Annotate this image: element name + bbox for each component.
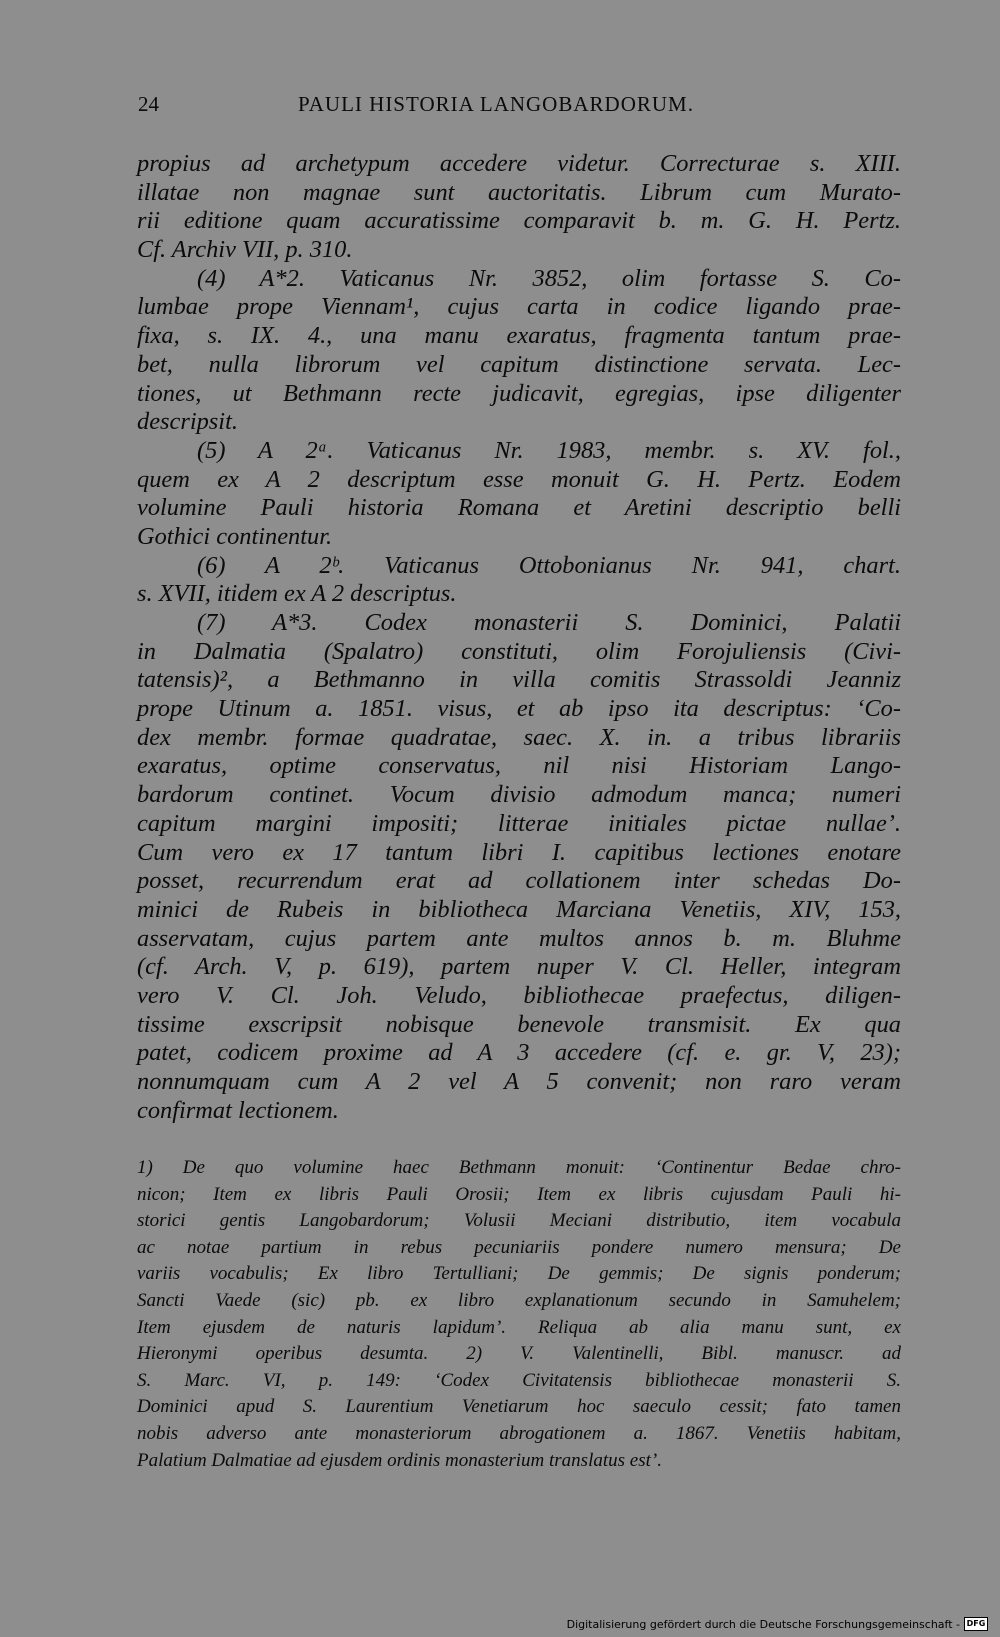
footnotes bbox=[137, 1155, 901, 1474]
footnote-line: nicon; Item ex libris Pauli Orosii; Item ex libris cujusdam Pauli hi- bbox=[137, 1183, 901, 1205]
text-line: Gothici continentur. bbox=[137, 522, 333, 550]
footnote-line: 1) De quo volumine haec Bethmann monuit: ‘Continentur Bedae chro- bbox=[137, 1157, 901, 1178]
text-line: in Dalmatia (Spalatro) constituti, olim Forojuliensis (Civi- bbox=[137, 637, 901, 665]
text-line: bardorum continet. Vocum divisio admodum manca; numeri bbox=[137, 781, 901, 809]
text-line: descripsit. bbox=[137, 408, 238, 436]
text-line: bet, nulla librorum vel capitum distinctione servata. Lec- bbox=[137, 350, 901, 378]
digitization-credit bbox=[567, 1617, 988, 1631]
text-line: (6) A 2ᵇ. Vaticanus Ottobonianus Nr. 941, chart. bbox=[197, 551, 901, 579]
text-line: asservatam, cujus partem ante multos annos b. m. Bluhme bbox=[137, 924, 901, 952]
footnote-line: ac notae partium in rebus pecuniariis pondere numero mensura; De bbox=[137, 1236, 901, 1258]
text-line: (7) A*3. Codex monasterii S. Dominici, Palatii bbox=[197, 609, 901, 636]
text-line: (cf. Arch. V, p. 619), partem nuper V. Cl. Heller, integram bbox=[137, 953, 901, 981]
text-line: tatensis)², a Bethmanno in villa comitis Strassoldi Jeanniz bbox=[137, 666, 901, 694]
text-line: quem ex A 2 descriptum esse monuit G. H. Pertz. Eodem bbox=[137, 465, 901, 493]
text-line: fixa, s. IX. 4., una manu exaratus, fragmenta tantum prae- bbox=[137, 322, 901, 350]
text-line: patet, codicem proxime ad A 3 accedere (cf. e. gr. V, 23); bbox=[137, 1039, 901, 1067]
dfg-logo-icon: DFG bbox=[964, 1617, 988, 1631]
text-line: capitum margini impositi; litterae initiales pictae nullae’. bbox=[137, 809, 901, 837]
footnote-line: nobis adverso ante monasteriorum abrogationem a. 1867. Venetiis habitam, bbox=[137, 1422, 901, 1444]
text-line: tissime exscripsit nobisque benevole transmisit. Ex qua bbox=[137, 1010, 901, 1038]
footnote-line: Dominici apud S. Laurentium Venetiarum hoc saeculo cessit; fato tamen bbox=[137, 1396, 901, 1418]
page-header bbox=[138, 92, 898, 122]
text-line: lumbae prope Viennam¹, cujus carta in codice ligando prae- bbox=[137, 293, 901, 321]
footnote-line: Sancti Vaede (sic) pb. ex libro explanationum secundo in Samuhelem; bbox=[137, 1289, 901, 1311]
text-line: exaratus, optime conservatus, nil nisi Historiam Lango- bbox=[137, 752, 901, 780]
text-line: s. XVII, itidem ex A 2 descriptus. bbox=[137, 580, 457, 608]
text-line: dex membr. formae quadratae, saec. X. in. a tribus librariis bbox=[137, 723, 901, 751]
page-number: 24 bbox=[138, 92, 159, 116]
credit-text: Digitalisierung gefördert durch die Deutsche Forschungsgemeinschaft - bbox=[566, 1617, 960, 1631]
text-line: illatae non magnae sunt auctoritatis. Librum cum Murato- bbox=[137, 178, 901, 206]
text-line: (4) A*2. Vaticanus Nr. 3852, olim fortasse S. Co- bbox=[197, 264, 901, 292]
footnote-line: storici gentis Langobardorum; Volusii Meciani distributio, item vocabula bbox=[137, 1210, 901, 1232]
footnote-line: Palatium Dalmatiae ad ejusdem ordinis monasterium translatus est’. bbox=[137, 1449, 662, 1471]
footnote-line: Hieronymi operibus desumta. 2) V. Valentinelli, Bibl. manuscr. ad bbox=[137, 1343, 901, 1365]
text-line: prope Utinum a. 1851. visus, et ab ipso ita descriptus: ‘Co- bbox=[137, 695, 901, 723]
footnote-line: S. Marc. VI, p. 149: ‘Codex Civitatensis bibliothecae monasterii S. bbox=[137, 1369, 901, 1391]
text-line: rii editione quam accuratissime comparavit b. m. G. H. Pertz. bbox=[137, 207, 901, 235]
text-line: tiones, ut Bethmann recte judicavit, egregias, ipse diligenter bbox=[137, 379, 901, 407]
text-line: Cum vero ex 17 tantum libri I. capitibus lectiones enotare bbox=[137, 838, 901, 866]
text-line: Cf. Archiv VII, p. 310. bbox=[137, 236, 353, 264]
text-line: propius ad archetypum accedere videtur. Correcturae s. XIII. bbox=[137, 150, 901, 177]
text-line: posset, recurrendum erat ad collationem inter schedas Do- bbox=[137, 867, 901, 895]
text-line: vero V. Cl. Joh. Veludo, bibliothecae praefectus, diligen- bbox=[137, 981, 901, 1009]
main-text bbox=[137, 150, 901, 1125]
text-line: nonnumquam cum A 2 vel A 5 convenit; non raro veram bbox=[137, 1068, 901, 1095]
footnote-line: Item ejusdem de naturis lapidum’. Reliqua ab alia manu sunt, ex bbox=[137, 1316, 901, 1338]
text-line: confirmat lectionem. bbox=[137, 1096, 339, 1124]
text-line: minici de Rubeis in bibliotheca Marciana Venetiis, XIV, 153, bbox=[137, 895, 901, 923]
running-title: PAULI HISTORIA LANGOBARDORUM. bbox=[298, 92, 694, 116]
footnote-line: variis vocabulis; Ex libro Tertulliani; De gemmis; De signis ponderum; bbox=[137, 1263, 901, 1285]
text-line: (5) A 2ᵃ. Vaticanus Nr. 1983, membr. s. XV. fol., bbox=[197, 436, 901, 464]
text-line: volumine Pauli historia Romana et Aretini descriptio belli bbox=[137, 494, 901, 522]
